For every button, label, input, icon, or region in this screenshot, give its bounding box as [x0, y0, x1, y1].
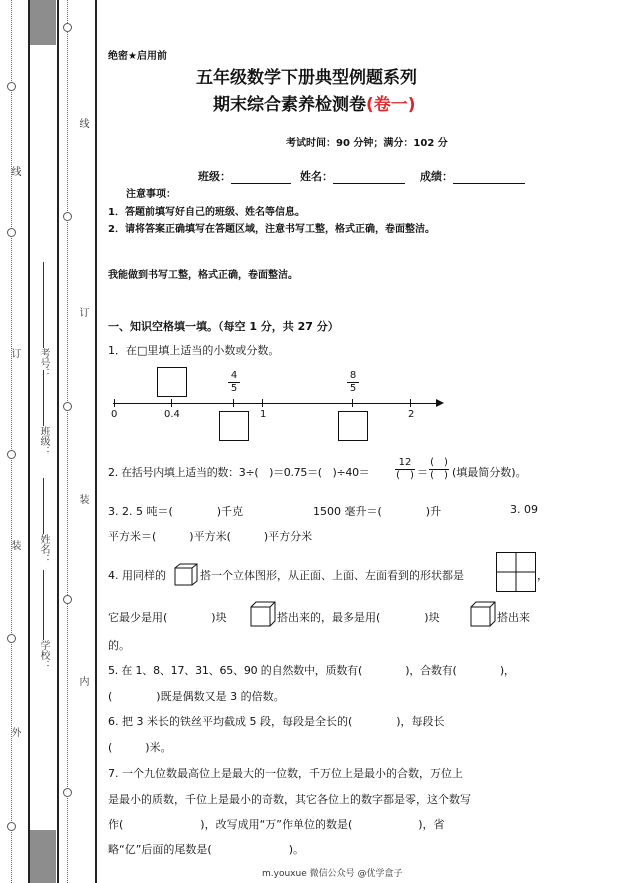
field-label: 姓名： — [38, 534, 49, 564]
binding-hole-icon — [7, 822, 16, 831]
numerator: 8 — [349, 370, 357, 381]
notes-heading: 注意事项： — [126, 189, 176, 200]
binding-hole-icon — [7, 228, 16, 237]
note-item: 1．答题前填写好自己的班级、姓名等信息。 — [108, 207, 305, 218]
fraction-label — [227, 370, 241, 395]
numerator: 4 — [230, 370, 238, 381]
page-subtitle — [213, 90, 416, 115]
exam-info: 考试时间：90 分钟；满分：102 分 — [286, 138, 448, 149]
cube-icon — [250, 601, 276, 627]
number-line — [113, 403, 438, 404]
equals-sign: ＝ — [417, 466, 428, 479]
outer-label: 外 — [9, 727, 20, 737]
question-6-line2: ( )米。 — [108, 741, 172, 754]
binding-hole-icon — [7, 450, 16, 459]
field-label — [43, 370, 44, 426]
numerator[interactable]: ( ) — [430, 457, 448, 468]
question-4-line2: 搭出来 — [497, 611, 530, 624]
question-7-line3: 作( )，改写成用“万”作单位的数是( )，省 — [108, 818, 445, 831]
fraction-label — [346, 370, 360, 395]
question-3: 1500 毫升＝( )升 — [313, 505, 442, 518]
binding-hole-icon — [63, 788, 72, 797]
answer-box[interactable] — [338, 411, 368, 441]
field-label: 考号： — [38, 348, 49, 378]
tick — [233, 399, 234, 407]
comma: ， — [537, 569, 548, 582]
question-4-line2: 搭出来的，最多是用( )块 — [277, 611, 440, 624]
question-4: 4. 用同样的 — [108, 569, 166, 582]
margin-rule — [57, 0, 59, 883]
name-label: 姓名： — [300, 170, 333, 183]
fraction-blank[interactable] — [428, 457, 450, 482]
binding-hole-icon — [63, 402, 72, 411]
tick-label: 0.4 — [164, 409, 180, 420]
inner-label: 线 — [77, 118, 88, 128]
class-field[interactable] — [36, 370, 51, 456]
denominator: 5 — [228, 382, 240, 395]
question-7-line4: 略“亿”后面的尾数是( )。 — [108, 843, 304, 856]
secret-label: 绝密★启用前 — [108, 51, 167, 62]
question-5-line2: ( )既是偶数又是 3 的倍数。 — [108, 690, 285, 703]
question-7: 7. 一个九位数最高位上是最大的一位数，千万位上是最小的合数，万位上 — [108, 767, 463, 780]
inner-label: 订 — [77, 307, 88, 317]
denominator[interactable]: ( ) — [396, 470, 414, 481]
question-5: 5. 在 1、8、17、31、65、90 的自然数中，质数有( )，合数有( )， — [108, 664, 515, 677]
exam-number-field[interactable] — [36, 262, 51, 378]
binding-hole-icon — [63, 212, 72, 221]
denominator[interactable]: ( ) — [430, 470, 448, 481]
margin-gray-band-bottom — [30, 830, 56, 883]
tick — [352, 399, 353, 407]
page-title: 五年级数学下册典型例题系列 — [196, 68, 417, 88]
inner-label: 装 — [77, 494, 88, 504]
subtitle-text: 期末综合素养检测卷 — [213, 95, 366, 115]
tick-label: 0 — [111, 409, 118, 420]
cube-icon — [174, 563, 198, 587]
score-blank[interactable] — [420, 168, 525, 184]
field-label: 班级： — [38, 426, 49, 456]
field-label — [43, 570, 44, 640]
question-3: 3. 09 — [510, 503, 538, 516]
question-4-text: 搭一个立体图形，从正面、上面、左面看到的形状都是 — [200, 569, 464, 582]
fraction-blank[interactable] — [394, 457, 416, 482]
inner-label: 内 — [77, 676, 88, 686]
name-field[interactable] — [36, 478, 51, 564]
binding-hole-icon — [7, 634, 16, 643]
outer-label: 线 — [9, 166, 20, 176]
answer-box[interactable] — [157, 367, 187, 397]
score-label: 成绩： — [420, 170, 453, 183]
field-label — [43, 478, 44, 534]
outer-label: 订 — [9, 348, 20, 358]
question-2: 2. 在括号内填上适当的数：3÷( )＝0.75＝( )÷40＝ — [108, 466, 370, 479]
field-label: 学校： — [38, 640, 49, 670]
answer-box[interactable] — [219, 411, 249, 441]
footer-watermark: m.youxue 微信公众号 @优学盒子 — [262, 869, 403, 879]
question-7-line2: 是最小的质数，千位上是最小的奇数，其它各位上的数字都是零，这个数写 — [108, 793, 471, 806]
denominator: 5 — [347, 382, 359, 395]
outer-label: 装 — [9, 540, 20, 550]
tick-label: 2 — [408, 409, 415, 420]
name-blank[interactable] — [300, 168, 405, 184]
margin-rule — [95, 0, 97, 883]
margin-gray-band-top — [30, 0, 56, 45]
note-item: 2．请将答案正确填写在答题区域，注意书写工整，格式正确，卷面整洁。 — [108, 224, 435, 235]
binding-hole-icon — [63, 23, 72, 32]
school-field[interactable] — [36, 570, 51, 670]
subtitle-badge: (卷一) — [366, 95, 416, 115]
question-4-line3: 的。 — [108, 639, 130, 652]
outer-dotted-line — [11, 0, 12, 883]
tick — [262, 399, 263, 407]
question-1: 1．在□里填上适当的小数或分数。 — [108, 344, 280, 357]
question-3: 3. 2. 5 吨＝( )千克 — [108, 505, 244, 518]
grid-shape-icon — [496, 552, 536, 592]
section-heading: 一、知识空格填一填。（每空 1 分，共 27 分） — [108, 320, 339, 333]
tick-label: 1 — [260, 409, 267, 420]
question-4-line2: 它最少是用( )块 — [108, 611, 227, 624]
question-3-line2: 平方米＝( )平方米( )平方分米 — [108, 530, 313, 543]
inner-dotted-line — [67, 0, 68, 883]
question-2-end: (填最简分数)。 — [452, 466, 527, 479]
cube-icon — [470, 601, 496, 627]
class-blank[interactable] — [198, 168, 291, 184]
binding-hole-icon — [63, 595, 72, 604]
margin-rule — [28, 0, 30, 883]
binding-hole-icon — [7, 82, 16, 91]
tick — [171, 399, 172, 407]
numerator: 12 — [398, 457, 412, 468]
pledge: 我能做到书写工整，格式正确，卷面整洁。 — [108, 270, 298, 281]
tick — [410, 399, 411, 407]
field-label — [43, 262, 44, 348]
class-label: 班级： — [198, 170, 231, 183]
question-6: 6. 把 3 米长的铁丝平均截成 5 段，每段是全长的( )，每段长 — [108, 715, 445, 728]
arrow-icon — [436, 399, 444, 407]
tick — [114, 399, 115, 407]
